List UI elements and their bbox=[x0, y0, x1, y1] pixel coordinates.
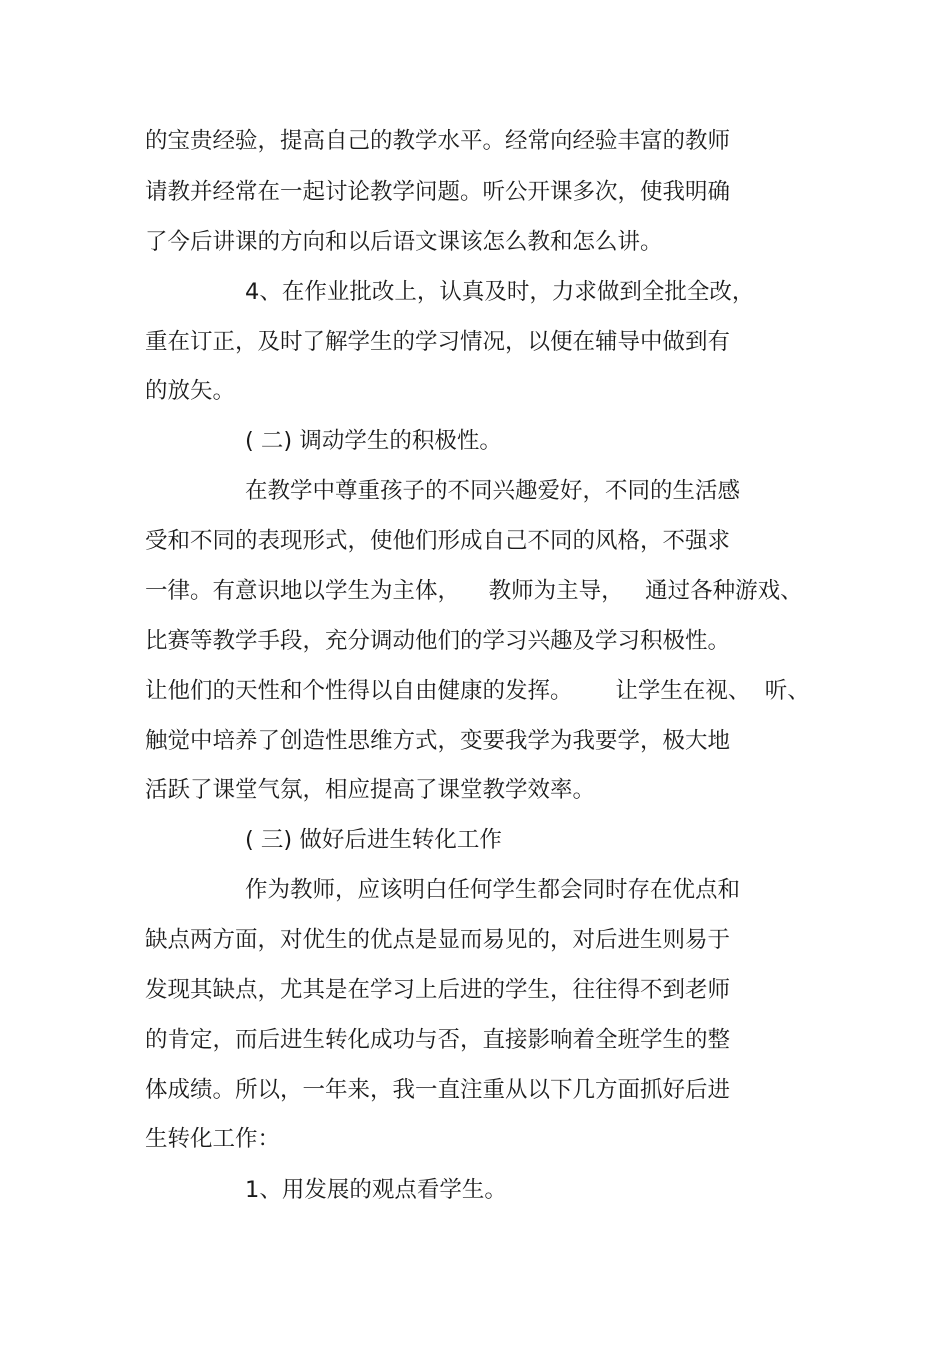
text-line: 请教并经常在一起讨论教学问题。听公开课多次，使我明确 bbox=[145, 179, 731, 205]
text-line: 的放矢。 bbox=[145, 378, 236, 404]
text-line: 缺点两方面，对优生的优点是显而易见的，对后进生则易于 bbox=[145, 927, 731, 953]
text-line: 比赛等教学手段，充分调动他们的学习兴趣及学习积极性。 bbox=[145, 628, 731, 654]
text-line: 让他们的天性和个性得以自由健康的发挥。 让学生在视、 听、 bbox=[145, 678, 810, 704]
text-line: 的宝贵经验，提高自己的教学水平。经常向经验丰富的教师 bbox=[145, 128, 731, 154]
text-line: 受和不同的表现形式，使他们形成自己不同的风格，不强求 bbox=[145, 528, 731, 554]
text-line: 体成绩。所以，一年来，我一直注重从以下几方面抓好后进 bbox=[145, 1077, 731, 1103]
text-line: 的肯定，而后进生转化成功与否，直接影响着全班学生的整 bbox=[145, 1027, 731, 1053]
section-heading: ( 二) 调动学生的积极性。 bbox=[245, 428, 502, 454]
text-line: 1、用发展的观点看学生。 bbox=[245, 1177, 507, 1203]
text-line: 作为教师，应该明白任何学生都会同时存在优点和 bbox=[245, 877, 741, 903]
text-line: 触觉中培养了创造性思维方式，变要我学为我要学，极大地 bbox=[145, 728, 731, 754]
text-line: 活跃了课堂气氛，相应提高了课堂教学效率。 bbox=[145, 777, 596, 803]
text-line: 重在订正，及时了解学生的学习情况，以便在辅导中做到有 bbox=[145, 329, 731, 355]
text-line: 生转化工作： bbox=[145, 1126, 281, 1152]
text-line: 发现其缺点，尤其是在学习上后进的学生，往往得不到老师 bbox=[145, 977, 731, 1003]
section-heading: ( 三) 做好后进生转化工作 bbox=[245, 827, 502, 853]
text-line: 在教学中尊重孩子的不同兴趣爱好，不同的生活感 bbox=[245, 478, 741, 504]
text-line: 4、在作业批改上，认真及时，力求做到全批全改， bbox=[245, 279, 755, 305]
text-line: 了今后讲课的方向和以后语文课该怎么教和怎么讲。 bbox=[145, 229, 663, 255]
text-line: 一律。有意识地以学生为主体， 教师为主导， 通过各种游戏、 bbox=[145, 578, 803, 604]
